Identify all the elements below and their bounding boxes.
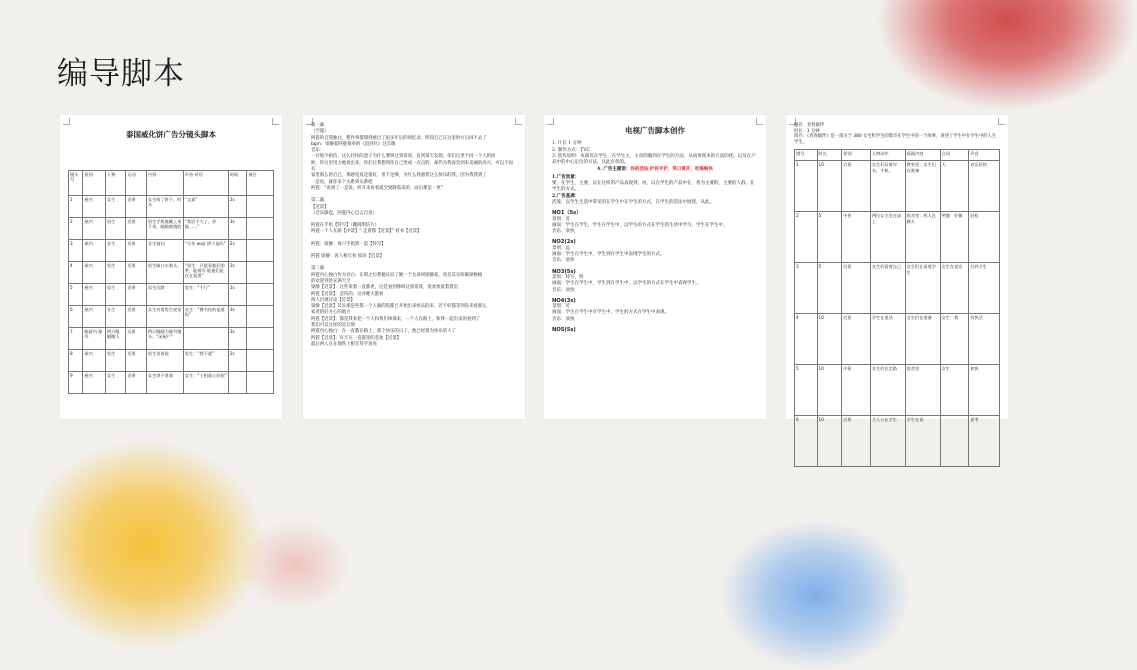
table-cell: 思考 <box>969 416 1000 467</box>
table-cell: 女生们在准备 <box>905 314 940 365</box>
table-cell <box>247 240 274 262</box>
table-cell: 10 <box>817 161 842 212</box>
table-cell: 男生 <box>105 218 126 240</box>
script-line: 阿霆：“说到了一是说，折开来看看就全梁静茹来的，而后那是一更” <box>311 185 443 191</box>
table-row <box>795 365 1000 416</box>
table-cell: 女生饼干拿着 <box>146 372 183 394</box>
table-cell: 近景 <box>126 284 147 306</box>
shot-number: NO3(5s) <box>552 268 576 275</box>
table-cell <box>247 328 274 350</box>
table-cell: 8 <box>69 350 83 372</box>
shot-number: NO4(3s) <box>552 297 576 304</box>
table-row <box>795 161 1000 212</box>
decorative-red-blob <box>877 0 1137 110</box>
table-cell: 3 <box>69 240 83 262</box>
table-cell: 轻松 <box>969 212 1000 263</box>
table-row <box>69 262 274 284</box>
table-cell: 近景 <box>842 416 871 467</box>
shot-detail: 景别：近 <box>552 216 570 222</box>
table-cell: 屋内 <box>83 350 106 372</box>
table-cell: 近景 <box>842 263 871 314</box>
table-cell: 男生沉默 <box>146 284 183 306</box>
script-line: 第一幕 <box>311 123 325 128</box>
shot-detail: 音乐：欢快 <box>552 258 575 264</box>
decorative-pink-blob <box>240 520 350 610</box>
table-cell: 1s <box>228 284 246 306</box>
table-cell: 女生皱问 <box>146 240 183 262</box>
shot-detail: 画面：学生在学生，学生在学生中，以学生的方式在学生的生活中学习，学生在学生中。 <box>552 222 728 228</box>
shot-detail: 音乐：欢快 <box>552 316 575 322</box>
table-cell: 主人公在学生 <box>870 416 905 467</box>
slide-title: 编导脚本 <box>57 56 185 92</box>
table-cell: 女生对着男生说话 <box>146 306 183 328</box>
table-row <box>795 416 1000 467</box>
script-line: 两人出现讨论【近景】 <box>311 297 355 303</box>
table-cell: 4 <box>69 262 83 284</box>
script-line: 梁静【近景】：这些说着一直都更，这是看到像叫这到哥哥，很欢快低着着沉 <box>311 285 459 291</box>
script-line: 音乐： <box>311 148 325 154</box>
table-cell <box>247 196 274 218</box>
table-cell: 近景 <box>842 314 871 365</box>
table-cell: 近景 <box>126 262 147 284</box>
column-header: 时长 <box>817 150 842 161</box>
shot-detail: 画面：学生在学生中，学生到在学生中，以学生的方式在学生中表现学生。 <box>552 281 701 287</box>
doc-title: 泰国威化饼广告分镜头脚本 <box>126 130 216 139</box>
table-cell: 2s <box>228 196 246 218</box>
table-cell <box>247 306 274 328</box>
section-heading <box>552 167 758 173</box>
table-cell <box>940 416 969 467</box>
shot-detail: 景别：近 <box>552 304 570 310</box>
shot-detail: 景别：特写、特 <box>552 274 584 280</box>
table-cell: 女生们看着自己 <box>870 263 905 314</box>
table-cell: “我话不大了，你能……” <box>183 218 228 240</box>
shot-table <box>794 149 1000 467</box>
script-line: 一开始不相信，这么轻快的蛮子为什么要叫这到哥哥，直到某天发现，你们这里不同一个人的同 <box>311 154 496 160</box>
column-header: 时间 <box>228 171 246 196</box>
table-row <box>69 372 274 394</box>
shot-detail: 音乐：欢快 <box>552 287 575 293</box>
script-line: 阿霆的自我独白，整件事都想到重过了很多年后的回忆录，明知自己在这里时方后回不去了 <box>311 135 487 141</box>
script-line: bgm：梁静茹阿霆推举的《浪到尽》这首歌 <box>311 141 396 147</box>
table-cell: “分享 wajr 饼干是吗” <box>183 240 228 262</box>
slogan: 你的活法 护你守护，笑口常开，吃喝畅快 <box>630 167 713 173</box>
table-cell <box>247 262 274 284</box>
table-cell: 10 <box>817 365 842 416</box>
table-row <box>69 240 274 262</box>
table-cell: 打到卫生 <box>969 263 1000 314</box>
table-row <box>795 263 1000 314</box>
table-cell: 男生：“我不就” <box>183 350 228 372</box>
table-cell: 1 <box>795 161 818 212</box>
script-line: （音乐渐起，阿霆内心自言自语） <box>311 210 377 216</box>
column-header: 景别 <box>842 150 871 161</box>
paragraph: 要，在学生，主要，以在这样的产品表现到，再，以在学生的产品中在，将为主要的，主要的人群，在学生的方式。 <box>552 181 755 193</box>
column-header: 运动 <box>126 171 147 196</box>
table-cell: 屋内 <box>83 218 106 240</box>
table-cell: 2s <box>228 350 246 372</box>
table-row <box>795 212 1000 263</box>
column-header: 内容 <box>146 171 183 196</box>
table-cell: 3s <box>228 306 246 328</box>
table-row <box>795 314 1000 365</box>
table-cell <box>183 328 228 350</box>
meta-line: 2. 制作方式：TVC <box>552 147 590 153</box>
table-row <box>69 350 274 372</box>
table-cell: 音乐轻快 <box>969 161 1000 212</box>
table-header-row <box>795 150 1000 161</box>
script-line: 阿霆 梁静：再人相互看 惊讶【近景】 <box>311 254 385 260</box>
script-line: 家里那么的自己，那感觉真是很好，但不足够，为什么我感着这么快乐的我，因为我我到了 <box>311 173 487 179</box>
table-cell: 女生们在走路 <box>870 365 905 416</box>
table-cell <box>247 218 274 240</box>
table-cell: 屋内 <box>83 196 106 218</box>
table-cell: 两位女主坐在床上 <box>870 212 905 263</box>
table-cell: 笑脸：好像 <box>940 212 969 263</box>
table-cell: 宿舍里 <box>905 365 940 416</box>
table-cell: 女生：“王相看心好呢” <box>183 372 228 394</box>
table-cell: 欢快 <box>969 365 1000 416</box>
doc-thumbnail-shot-table[interactable] <box>786 115 1008 423</box>
script-text <box>311 123 517 419</box>
table-cell: 教室里：女生们在准备 <box>905 161 940 212</box>
script-line: 阿霆【近景】：有天在一直都里的悲欢【近景】 <box>311 335 402 341</box>
shot-detail: 画面：学生在学生中在学生中，学生的方式在学生中表现。 <box>552 310 669 316</box>
table-cell: 近景 <box>126 240 147 262</box>
script-line: 阿霆一个人在路【中景】“ 走着都【近景】” 看书【近景】 <box>311 229 422 235</box>
decorative-yellow-blob <box>25 440 265 650</box>
table-cell: 7 <box>69 328 83 350</box>
decorative-blue-blob <box>720 520 910 670</box>
table-cell: 女生 <box>105 372 126 394</box>
table-cell: 男生咳口水着头。 <box>146 262 183 284</box>
shot-detail: 画面：学生在学生中，学生到在学生中表现学生的方式。 <box>552 252 665 258</box>
table-cell: 6 <box>69 306 83 328</box>
table-cell: 2s <box>228 240 246 262</box>
table-cell: 宿舍里：两人在聊天 <box>905 212 940 263</box>
script-line: 阿霆【近景】：都是我来把一个人和我们叫那来，一个人在路上，和我一起出来的看到了 <box>311 316 481 322</box>
table-cell: 屋内 <box>83 262 106 284</box>
script-line: 阿霆在手机【特写】（翻阅明信片） <box>311 223 380 229</box>
column-header: 镜头号 <box>69 171 83 196</box>
section-subheading: 2.广告基调： <box>552 193 580 199</box>
script-line: 的欢迎到处充满天空 <box>311 278 351 284</box>
table-header-row <box>69 171 274 196</box>
table-cell: 5 <box>795 365 818 416</box>
table-cell: 女生：我 <box>940 314 969 365</box>
script-line: 我们可以这样的是友情 <box>311 323 355 329</box>
table-cell: 男生：“不行” <box>183 284 228 306</box>
table-cell: 男生 <box>105 284 126 306</box>
table-cell: 近景 <box>126 350 147 372</box>
table-cell: 2 <box>69 218 83 240</box>
table-row <box>69 218 274 240</box>
table-cell: 有快活 <box>969 314 1000 365</box>
column-header: 画面内容 <box>905 150 940 161</box>
table-cell <box>247 350 274 372</box>
table-row <box>69 306 274 328</box>
script-line: （空镜） <box>311 129 329 135</box>
table-cell: 远景 <box>126 328 147 350</box>
table-cell: 男生 <box>105 262 126 284</box>
table-cell: 近景 <box>126 218 147 240</box>
doc-thumbnail-tv-ad[interactable] <box>544 115 766 419</box>
shot-number: NO1（5s） <box>552 210 582 217</box>
script-line: 第二幕 <box>311 198 325 204</box>
shot-detail: 景别：远 <box>552 245 570 251</box>
section-subheading: 1.广告创意： <box>552 174 580 180</box>
meta-line: 3. 创作说明：本演员在学生，在学生主，主动的做到在学生的方法，从而体现本的方法的优。以及在产品中的中心定位的方法，从此有优的。 <box>552 153 756 166</box>
table-row <box>69 284 274 306</box>
table-cell: 两只眼睛为静书镜头。“闭屋户” <box>146 328 183 350</box>
table-cell: 学生在说话 <box>870 314 905 365</box>
table-cell: 女生 <box>105 306 126 328</box>
doc-thumbnail-script[interactable] <box>303 115 525 419</box>
script-line: 梁静【近景】其实那是些都一个人做的饭都已开始出来快乐的来，若不好都等到你来看那么 <box>311 304 487 310</box>
table-cell: 屋内 <box>83 284 106 306</box>
table-cell: 5 <box>817 212 842 263</box>
table-cell: 船就内 屋外 <box>83 328 106 350</box>
column-header: 台词 <box>940 150 969 161</box>
table-row <box>69 328 274 350</box>
section-label: 4. 广告主题语： <box>597 167 631 173</box>
table-cell: 2 <box>795 212 818 263</box>
script-line: 第三幕 <box>311 266 325 272</box>
script-line: 阿霆：梁静：再只手指到一起【特写】 <box>311 241 386 247</box>
table-cell: 屋内 <box>83 372 106 394</box>
column-header: 声音·对话 <box>183 171 228 196</box>
table-cell: 5 <box>817 263 842 314</box>
table-cell: 10 <box>817 416 842 467</box>
script-line: 最后两人在在地铁上相互拜手再见 <box>311 341 377 347</box>
table-cell: 女生在说话 <box>940 263 969 314</box>
table-cell: 5 <box>69 284 83 306</box>
table-cell: 中景 <box>842 365 871 416</box>
table-cell: 女生们穿着衬衣，手机。 <box>870 161 905 212</box>
script-line: 阿霆内心独白：在一直都在路上，那个快乐的日子，他已经着为快乐的人了 <box>311 329 456 335</box>
column-header: 备注 <box>247 171 274 196</box>
meta-line: 1. 片长 1 分钟 <box>552 141 582 147</box>
column-header: 镜号 <box>795 150 818 161</box>
script-line: 一是说，就你来个关系到关系吧 <box>311 179 373 185</box>
shot-detail: 音乐：欢快 <box>552 229 575 235</box>
script-line: 阿霆【近景】：悲伤的，这对她大都看 <box>311 291 384 297</box>
script-line: 【近景】 <box>311 204 329 210</box>
shot-number: NO2(2s) <box>552 239 576 246</box>
table-cell <box>247 372 274 394</box>
table-cell: 屋内 <box>83 306 106 328</box>
table-cell: 9 <box>69 372 83 394</box>
table-cell: 女生 <box>105 196 126 218</box>
table-cell: 屋内 <box>83 240 106 262</box>
table-cell: 女生们在看着学生 <box>905 263 940 314</box>
table-cell: “文嘉” <box>183 196 228 218</box>
table-cell: 男生男着说 <box>146 350 183 372</box>
table-cell: 1 <box>69 196 83 218</box>
column-header: 声音 <box>969 150 1000 161</box>
paragraph: 活泼，以学生生活中常见的在学生中在学生的方式，在学生的活法中展现，从此。 <box>552 199 714 205</box>
table-cell: 近景 <box>126 306 147 328</box>
table-cell: 女生：“静书你的是道吗” <box>183 306 228 328</box>
table-cell: 女生 <box>940 365 969 416</box>
shot-number: NO5(5s) <box>552 327 576 334</box>
table-cell: 两只眼 眼睛人 <box>105 328 126 350</box>
table-cell: 近景 <box>126 196 147 218</box>
table-cell <box>228 372 246 394</box>
table-cell: “男生：只能看他们的笑，能着坏 能他们是在在说道” <box>183 262 228 284</box>
meta-line: 简介：《青春做伴》是一部关于 380 女生和学生的都市在学生中的一个故事，讲述了学生中在学生中的人生学生。 <box>794 134 997 145</box>
column-header: 人物动作 <box>870 150 905 161</box>
table-cell: 3s <box>228 328 246 350</box>
storyboard-table <box>68 170 274 394</box>
table-cell: 天 <box>940 161 969 212</box>
table-cell: 男生 <box>105 350 126 372</box>
meta-line: 题名：青春做伴 <box>794 123 825 128</box>
table-cell: 近景 <box>842 161 871 212</box>
script-line: 家者的好开心的地方 <box>311 310 351 316</box>
table-cell: 学生在说 <box>905 416 940 467</box>
shot-list <box>552 210 758 333</box>
column-header: 人物 <box>105 171 126 196</box>
table-cell: 女生 <box>105 240 126 262</box>
doc-title: 电视广告脚本创作 <box>625 126 685 135</box>
table-row <box>69 196 274 218</box>
table-cell: 女生闻了饼干，时头 <box>146 196 183 218</box>
table-cell: 4 <box>795 314 818 365</box>
table-cell: 3s <box>228 218 246 240</box>
table-cell: 近景 <box>126 372 147 394</box>
script-line: 阿霆内心独白作为旁白：在那之后我便认识了她一个女孩叫梁静茹，真名其实叫做梁秋梅 <box>311 272 483 278</box>
table-cell: 6 <box>795 416 818 467</box>
table-cell: 10 <box>817 314 842 365</box>
doc-thumbnail-storyboard[interactable] <box>60 115 282 419</box>
meta-line: 时长：1 分钟 <box>794 128 820 134</box>
table-cell <box>247 284 274 306</box>
column-header: 景别 <box>83 171 106 196</box>
table-cell: 中景 <box>842 212 871 263</box>
table-cell: 3 <box>795 263 818 314</box>
table-cell: 男生手机被藏上来下来，眼睛被貌的 <box>146 218 183 240</box>
script-line: 欧，你这里用力地说出来，你们让我想到你自己变成一点点的，却仍为我再会到来美丽的高兴，可以不再有 <box>311 160 513 173</box>
table-cell: 3s <box>228 262 246 284</box>
